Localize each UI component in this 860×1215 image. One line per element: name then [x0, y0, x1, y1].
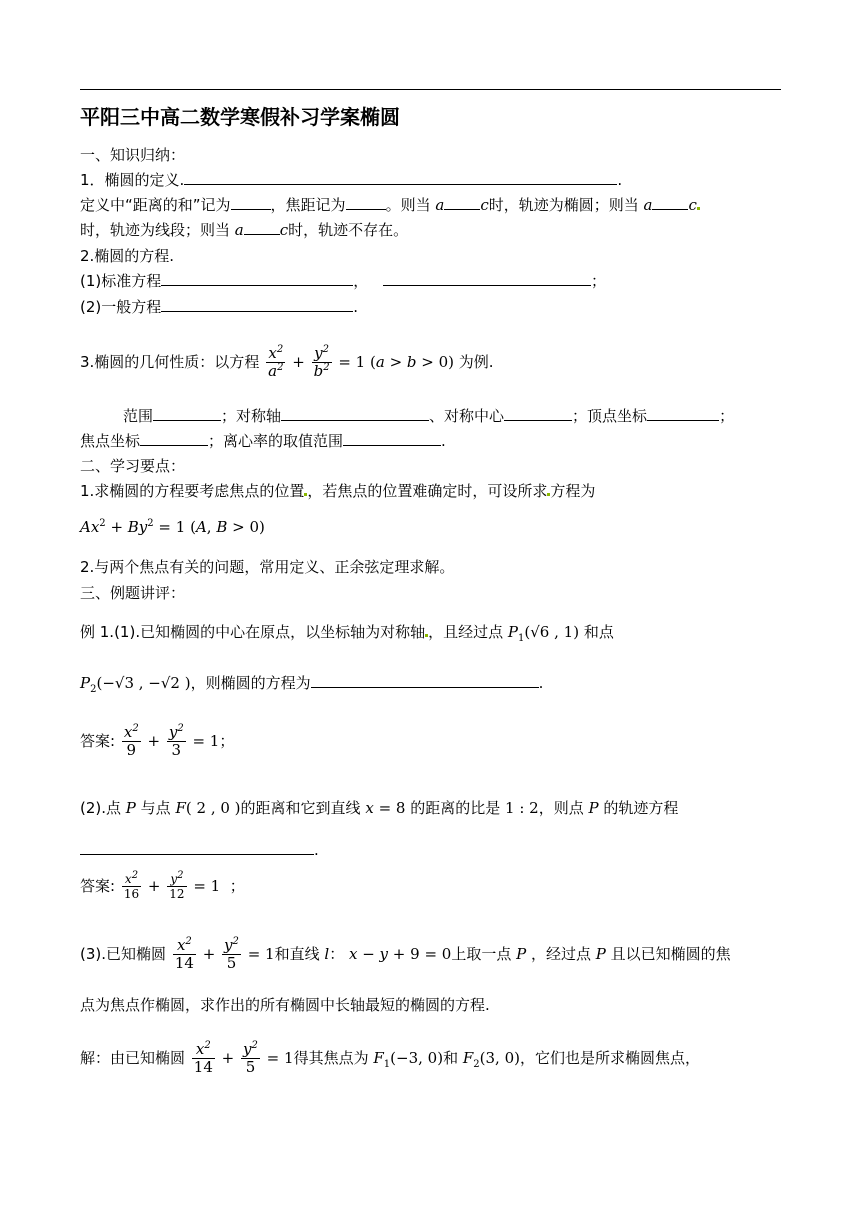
section2-heading: 二、学习要点： — [80, 457, 186, 475]
example3-line: (3).已知椭圆 $\frac{x^2}{14}$ + $\frac{y^2}{5}$ = 1和直线 l： x − y + 9 = 0上取一点 P ，经过点 P 且以已知椭圆的焦 — [80, 936, 731, 972]
example2-text-a: (2).点 — [80, 799, 122, 817]
example1-line: 例 1.(1).已知椭圆的中心在原点，以坐标轴为对称轴 ，且经过点 $P_1(√6$ , 1) 和点 — [80, 623, 614, 644]
blank — [444, 195, 480, 210]
axis-label: ；对称轴 — [221, 407, 282, 425]
solution-text-c: 和 — [443, 1049, 459, 1067]
point1-text-b: 若焦点的位置难确定时，可设所求 — [322, 482, 548, 500]
example1-line-2: $P_2(-√3$ , −√2 )，则椭圆的方程为 . — [80, 674, 544, 695]
point1-text: 1.求椭圆的方程要考虑焦点的位置 — [80, 482, 305, 500]
example2-text-e: ，则点 — [538, 799, 584, 817]
answer-label: 答案: — [80, 877, 116, 895]
answer1-line: 答案: $\frac{x^2}{9}$ + $\frac{y^2}{3}$ = 1； — [80, 723, 235, 759]
general-eq-label: (2)一般方程 — [80, 298, 162, 316]
point1-line: 1.求椭圆的方程要考虑焦点的位置 ，若焦点的位置难确定时，可设所求 方程为 — [80, 482, 596, 500]
blank — [383, 271, 591, 286]
solution-line: 解：由已知椭圆 $\frac{x^2}{14}$ + $\frac{y^2}{5}$ = 1得其焦点为 $F_1(-3$, 0)和 $F_2(3$, 0)，它们也是所求椭圆焦点， — [80, 1040, 700, 1076]
example2-text-b: 与点 — [140, 799, 171, 817]
standard-eq-label: (1)标准方程 — [80, 272, 162, 290]
blank — [231, 195, 271, 210]
example1-text-b: 且经过点 — [443, 623, 504, 641]
eccentricity-label: ；离心率的取值范围 — [208, 432, 344, 450]
focus-label: 焦点坐标 — [80, 432, 141, 450]
point1-text-c: 方程为 — [550, 482, 596, 500]
vertex-label: ；顶点坐标 — [572, 407, 648, 425]
example3-text-a: (3).已知椭圆 — [80, 945, 167, 963]
properties-line-2: 焦点坐标 ；离心率的取值范围 . — [80, 432, 446, 450]
solution-text-b: 得其焦点为 — [293, 1049, 369, 1067]
blank — [343, 431, 441, 446]
item2-text: 2.椭圆的方程. — [80, 247, 175, 265]
answer2-line: 答案: $\frac{x^2}{16}$ + $\frac{y^2}{12}$ = 1 ； — [80, 870, 245, 901]
general-eq-line: (2)一般方程 . — [80, 298, 359, 316]
example3-text-f: 点为焦点作椭圆，求作出的所有椭圆中长轴最短的椭圆的方程. — [80, 996, 490, 1014]
example1-text-d: ，则椭圆的方程为 — [190, 674, 311, 692]
blank — [161, 297, 353, 312]
range-label: 范围 — [123, 407, 154, 425]
blank — [346, 195, 386, 210]
def-text-c: 。则当 — [385, 196, 431, 214]
blank — [153, 406, 221, 421]
properties-line: 范围 ；对称轴 、对称中心 ；顶点坐标 ； — [123, 407, 735, 425]
example1-text-c: 和点 — [583, 623, 614, 641]
center-label: 、对称中心 — [429, 407, 505, 425]
blank — [647, 406, 719, 421]
example3-text-d: ，经过点 — [530, 945, 591, 963]
example2-text-f: 的轨迹方程 — [603, 799, 679, 817]
header-rule — [80, 89, 781, 90]
solution-text-d: ，它们也是所求椭圆焦点， — [519, 1049, 700, 1067]
section1-heading: 一、知识归纳： — [80, 146, 186, 164]
def-text-e: 时，轨迹为线段；则当 — [80, 221, 231, 239]
marker-dot — [697, 207, 700, 210]
general-form-equation: $Ax^2 + By^2 = 1$ (A, B > 0) — [80, 518, 265, 536]
marker-dot — [425, 634, 428, 637]
definition-line: 定义中“距离的和”记为 ，焦距记为 。则当 a c时，轨迹为椭圆；则当 a c — [80, 195, 700, 215]
item1-line: 1．椭圆的定义. . — [80, 171, 623, 189]
def-text-d: 时，轨迹为椭圆；则当 — [488, 196, 639, 214]
blank — [504, 406, 572, 421]
blank — [244, 220, 280, 235]
standard-eq-line: (1)标准方程 ， ； — [80, 272, 607, 290]
example1-text: 例 1.(1).已知椭圆的中心在原点，以坐标轴为对称轴 — [80, 623, 426, 641]
item3-tail: 为例. — [458, 353, 494, 371]
item3-text: 3.椭圆的几何性质：以方程 — [80, 353, 260, 371]
page-title: 平阳三中高二数学寒假补习学案椭圆 — [80, 105, 400, 129]
point2-text: 2.与两个焦点有关的问题，常用定义、正余弦定理求解。 — [80, 558, 455, 576]
blank — [140, 431, 208, 446]
solution-text-a: 解：由已知椭圆 — [80, 1049, 186, 1067]
def-text-f: 时，轨迹不存在。 — [288, 221, 409, 239]
blank — [311, 673, 539, 688]
definition-blank — [184, 170, 617, 185]
definition-line-2: 时，轨迹为线段；则当 a c时，轨迹不存在。 — [80, 221, 409, 239]
example2-text-c: 的距离和它到直线 — [240, 799, 361, 817]
example2-line: (2).点 P 与点 F( 2 , 0 )的距离和它到直线 x = 8 的距离的比是 1 : 2，则点 P 的轨迹方程 — [80, 799, 679, 817]
example3-text-c: 上取一点 — [451, 945, 512, 963]
example2-blank-line: . — [80, 840, 319, 860]
answer-label: 答案: — [80, 732, 116, 750]
blank — [652, 195, 688, 210]
section3-heading: 三、例题讲评： — [80, 584, 186, 602]
def-text-a: 定义中“距离的和”记为 — [80, 196, 231, 214]
item3-line: 3.椭圆的几何性质：以方程 $\frac{x^2}{a^2}$ + $\frac{y^2}{b^2}$ = 1 (a > b > 0) 为例. — [80, 344, 494, 380]
item1-text: 1．椭圆的定义. — [80, 171, 185, 189]
example2-text-d: 的距离的比是 — [410, 799, 501, 817]
blank — [80, 840, 314, 855]
blank — [281, 406, 429, 421]
example3-text-e: 且以已知椭圆的焦 — [610, 945, 731, 963]
blank — [161, 271, 353, 286]
example3-text-b: 和直线 — [274, 945, 320, 963]
marker-dot — [304, 493, 307, 496]
def-text-b: ，焦距记为 — [270, 196, 346, 214]
